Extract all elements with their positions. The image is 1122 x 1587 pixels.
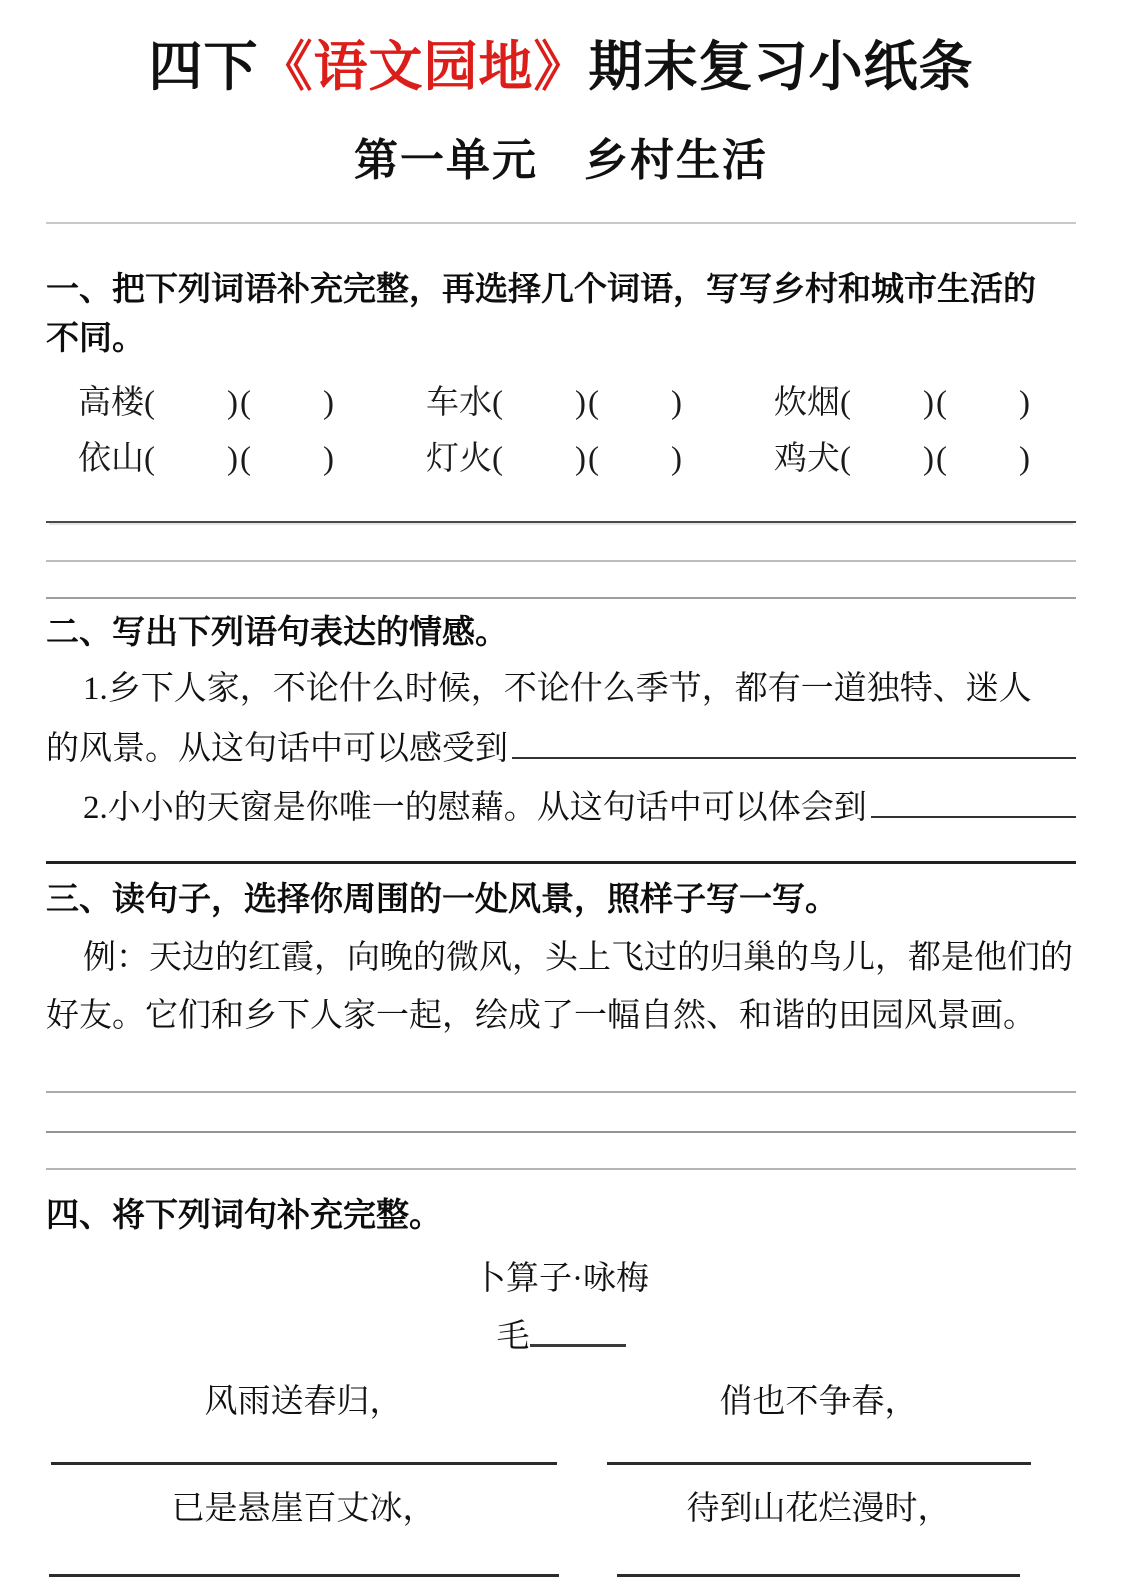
word-blank-parens: ( )( )	[840, 384, 1032, 421]
question-1-line-1: 1.乡下人家，不论什么时候，不论什么季节，都有一道独特、迷人	[83, 671, 1032, 708]
answer-line	[46, 523, 1076, 562]
question-1-line-2-text: 的风景。从这句话中可以感受到	[46, 730, 508, 767]
title-suffix: 期末复习小纸条	[588, 37, 974, 97]
verse-1-left: 风雨送春归，	[204, 1384, 403, 1421]
title-prefix: 四下	[148, 37, 259, 97]
unit-subtitle: 第一单元 乡村生活	[354, 135, 768, 185]
word-fill-row-2	[78, 431, 1076, 487]
poem-block	[46, 1256, 1076, 1577]
question-2-answer-blank	[871, 780, 1076, 818]
verse-blank-cell	[561, 1574, 1076, 1577]
verse-blank-cell	[46, 1574, 561, 1577]
word-fill-item	[774, 375, 1032, 431]
answer-line	[46, 1045, 1076, 1093]
word-blank-parens: ( )( )	[492, 440, 684, 477]
section-4-heading: 四、将下列词句补充完整。	[46, 1198, 442, 1235]
word-blank-parens: ( )( )	[144, 384, 336, 421]
section-2-heading: 二、写出下列语句表达的情感。	[46, 614, 508, 651]
verse-answer-blank	[607, 1462, 1031, 1465]
word-label: 依山	[78, 440, 144, 477]
word-fill-item	[78, 375, 426, 431]
verse-1-right: 俏也不争春，	[719, 1384, 918, 1421]
verse-answer-blank	[51, 1462, 557, 1465]
word-blank-parens: ( )( )	[840, 440, 1032, 477]
verse-answer-blank	[49, 1574, 559, 1577]
header-divider	[46, 222, 1076, 224]
verse-answer-blank	[617, 1574, 1020, 1577]
verse-2-right: 待到山花烂漫时，	[686, 1490, 951, 1527]
verse-blank-cell	[561, 1462, 1076, 1465]
verse-2-left: 已是悬崖百丈冰，	[171, 1490, 436, 1527]
verse-blank-row-1	[46, 1462, 1076, 1465]
question-2	[46, 779, 1076, 838]
question-1-answer-blank	[512, 721, 1076, 759]
word-fill-grid	[46, 375, 1076, 487]
word-label: 炊烟	[774, 384, 840, 421]
answer-line	[46, 1133, 1076, 1170]
question-1-line-2	[46, 720, 1076, 779]
verse-blank-cell	[46, 1462, 561, 1465]
verse-row-2	[46, 1485, 1076, 1535]
word-label: 鸡犬	[774, 440, 840, 477]
word-label: 车水	[426, 384, 492, 421]
word-fill-item	[426, 431, 774, 487]
answer-line	[46, 1093, 1076, 1133]
word-label: 高楼	[78, 384, 144, 421]
answer-line	[46, 562, 1076, 599]
word-fill-row-1	[78, 375, 1076, 431]
poem-author-line	[46, 1314, 1076, 1360]
poem-author-blank	[530, 1317, 626, 1347]
question-1	[46, 660, 1076, 779]
verse-blank-row-2	[46, 1574, 1076, 1577]
section-1-heading: 一、把下列词语补充完整，再选择几个词语，写写乡村和城市生活的不同。	[46, 271, 1036, 357]
word-label: 灯火	[426, 440, 492, 477]
answer-line	[46, 487, 1076, 523]
poem-author-prefix: 毛	[496, 1319, 530, 1356]
answer-line	[46, 838, 1076, 864]
verse-row-1	[46, 1378, 1076, 1428]
word-blank-parens: ( )( )	[144, 440, 336, 477]
word-fill-item	[426, 375, 774, 431]
section-3-heading: 三、读句子，选择你周围的一处风景，照样子写一写。	[46, 882, 838, 919]
question-2-text: 2.小小的天窗是你唯一的慰藉。从这句话中可以体会到	[83, 789, 867, 826]
word-blank-parens: ( )( )	[492, 384, 684, 421]
page-title	[46, 34, 1076, 102]
title-highlight: 《语文园地》	[258, 37, 589, 97]
word-fill-item	[774, 431, 1032, 487]
word-fill-item	[78, 431, 426, 487]
example-paragraph: 例：天边的红霞，向晚的微风，头上飞过的归巢的鸟儿，都是他们的好友。它们和乡下人家一起，绘成了一幅自然、和谐的田园风景画。	[46, 939, 1073, 1034]
poem-title: 卜算子·咏梅	[473, 1260, 649, 1297]
